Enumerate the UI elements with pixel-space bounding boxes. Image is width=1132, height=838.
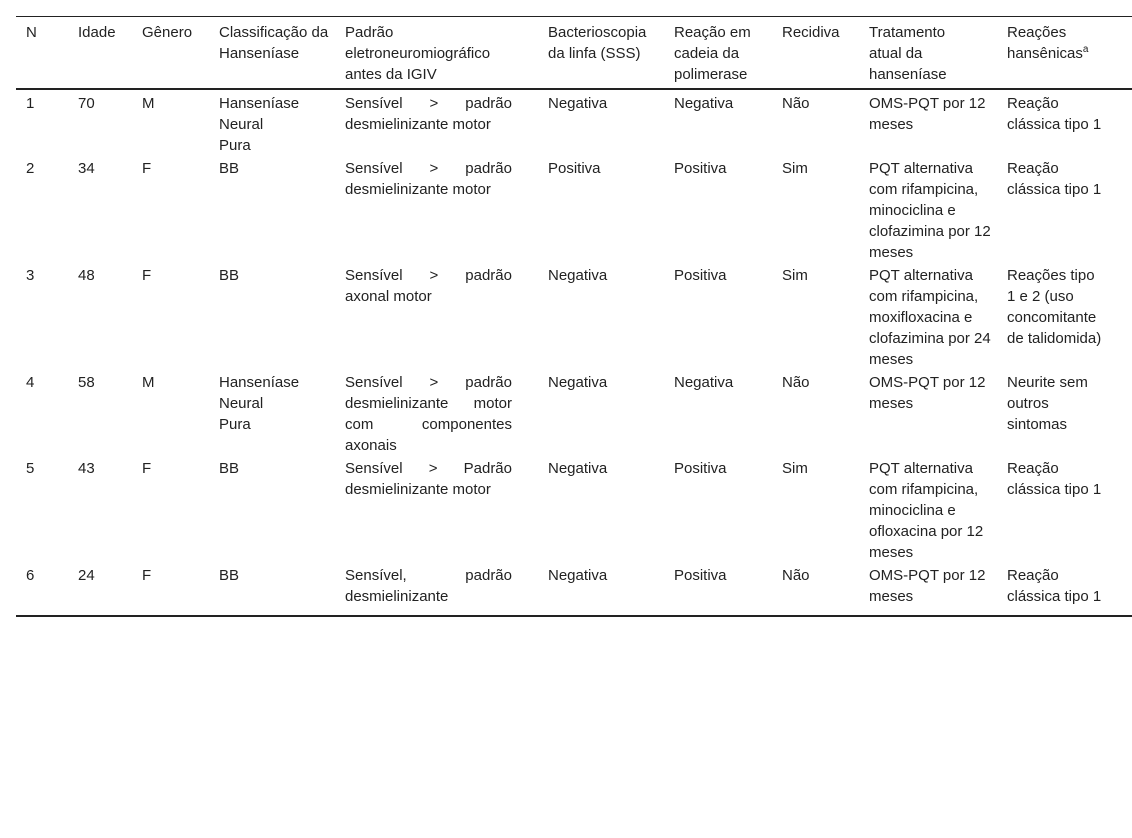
cell-idade: 58 bbox=[78, 374, 95, 391]
cell-classificacao: BB bbox=[219, 267, 240, 284]
cell-pcr: Positiva bbox=[674, 267, 727, 284]
table-row bbox=[16, 158, 1132, 265]
cell-idade: 70 bbox=[78, 95, 95, 112]
cell-classificacao: Hanseníase Neural Pura bbox=[219, 95, 300, 154]
col-header-classificacao: Classificação da Hanseníase bbox=[219, 24, 329, 62]
cell-classificacao: Hanseníase Neural Pura bbox=[219, 374, 300, 433]
cell-classificacao: BB bbox=[219, 460, 240, 477]
cell-recidiva: Não bbox=[782, 567, 810, 584]
cell-recidiva: Sim bbox=[782, 160, 808, 177]
col-header-n: N bbox=[26, 24, 37, 41]
col-header-bacterioscopia: Bacterioscopia da linfa (SSS) bbox=[548, 24, 647, 62]
cell-pcr: Negativa bbox=[674, 95, 734, 112]
cell-pcr: Negativa bbox=[674, 374, 734, 391]
table-row bbox=[16, 265, 1132, 372]
cell-reacoes: Reação clássica tipo 1 bbox=[1007, 567, 1102, 605]
cell-padrao: Sensível > padrão desmielinizante motor bbox=[345, 160, 512, 198]
cell-reacoes: Reação clássica tipo 1 bbox=[1007, 460, 1102, 498]
table-row bbox=[16, 89, 1132, 158]
table-row bbox=[16, 458, 1132, 565]
col-header-pcr: Reação em cadeia da polimerase bbox=[674, 24, 751, 83]
table-row bbox=[16, 565, 1132, 616]
col-header-padrao: Padrão eletroneuromiográfico antes da IGIV bbox=[345, 24, 491, 83]
cell-bacterioscopia: Negativa bbox=[548, 567, 608, 584]
cell-n: 3 bbox=[26, 267, 35, 284]
cell-tratamento: PQT alternativa com rifampicina, moxifloxacina e clofazimina por 24 meses bbox=[869, 267, 991, 368]
cell-reacoes: Reações tipo 1 e 2 (uso concomitante de talidomida) bbox=[1007, 267, 1102, 347]
cell-classificacao: BB bbox=[219, 160, 240, 177]
cell-padrao: Sensível > padrão axonal motor bbox=[345, 267, 512, 305]
cell-idade: 43 bbox=[78, 460, 95, 477]
cell-recidiva: Não bbox=[782, 374, 810, 391]
cell-tratamento: OMS-PQT por 12 meses bbox=[869, 374, 986, 412]
cell-n: 2 bbox=[26, 160, 35, 177]
patients-table bbox=[16, 16, 1132, 617]
cell-idade: 34 bbox=[78, 160, 95, 177]
cell-pcr: Positiva bbox=[674, 160, 727, 177]
cell-tratamento: PQT alternativa com rifampicina, minociclina e clofazimina por 12 meses bbox=[869, 160, 991, 261]
cell-bacterioscopia: Positiva bbox=[548, 160, 601, 177]
cell-genero: F bbox=[142, 567, 152, 584]
cell-recidiva: Não bbox=[782, 95, 810, 112]
cell-reacoes: Neurite sem outros sintomas bbox=[1007, 374, 1088, 433]
cell-idade: 48 bbox=[78, 267, 95, 284]
cell-tratamento: OMS-PQT por 12 meses bbox=[869, 95, 986, 133]
table-body bbox=[16, 89, 1132, 616]
cell-bacterioscopia: Negativa bbox=[548, 95, 608, 112]
col-header-recidiva: Recidiva bbox=[782, 24, 840, 41]
cell-bacterioscopia: Negativa bbox=[548, 460, 608, 477]
cell-n: 5 bbox=[26, 460, 35, 477]
cell-padrao: Sensível, padrão desmielinizante bbox=[345, 567, 512, 605]
cell-tratamento: PQT alternativa com rifampicina, minociclina e ofloxacina por 12 meses bbox=[869, 460, 984, 561]
col-header-idade: Idade bbox=[78, 24, 116, 41]
col-header-tratamento: Tratamento atual da hanseníase bbox=[869, 24, 947, 83]
cell-genero: F bbox=[142, 460, 152, 477]
col-header-genero: Gênero bbox=[142, 24, 193, 41]
cell-classificacao: BB bbox=[219, 567, 240, 584]
cell-recidiva: Sim bbox=[782, 460, 808, 477]
cell-bacterioscopia: Negativa bbox=[548, 374, 608, 391]
table-row bbox=[16, 372, 1132, 458]
cell-padrao: Sensível > padrão desmielinizante motor bbox=[345, 95, 512, 133]
cell-padrao: Sensível > Padrão desmielinizante motor bbox=[345, 460, 512, 498]
cell-n: 4 bbox=[26, 374, 35, 391]
cell-genero: F bbox=[142, 267, 152, 284]
cell-n: 1 bbox=[26, 95, 35, 112]
cell-tratamento: OMS-PQT por 12 meses bbox=[869, 567, 986, 605]
cell-padrao: Sensível > padrão desmielinizante motor com componentes axonais bbox=[345, 374, 512, 454]
cell-pcr: Positiva bbox=[674, 567, 727, 584]
cell-pcr: Positiva bbox=[674, 460, 727, 477]
cell-genero: M bbox=[142, 374, 155, 391]
header-row bbox=[16, 17, 1132, 90]
footnote-marker: a bbox=[1082, 44, 1089, 55]
cell-reacoes: Reação clássica tipo 1 bbox=[1007, 160, 1102, 198]
col-header-reacoes bbox=[997, 17, 1132, 90]
col-header-reacoes-text: Reações hansênicas bbox=[1007, 24, 1083, 62]
cell-bacterioscopia: Negativa bbox=[548, 267, 608, 284]
cell-recidiva: Sim bbox=[782, 267, 808, 284]
cell-n: 6 bbox=[26, 567, 35, 584]
cell-genero: F bbox=[142, 160, 152, 177]
cell-reacoes: Reação clássica tipo 1 bbox=[1007, 95, 1102, 133]
cell-genero: M bbox=[142, 95, 155, 112]
cell-idade: 24 bbox=[78, 567, 95, 584]
